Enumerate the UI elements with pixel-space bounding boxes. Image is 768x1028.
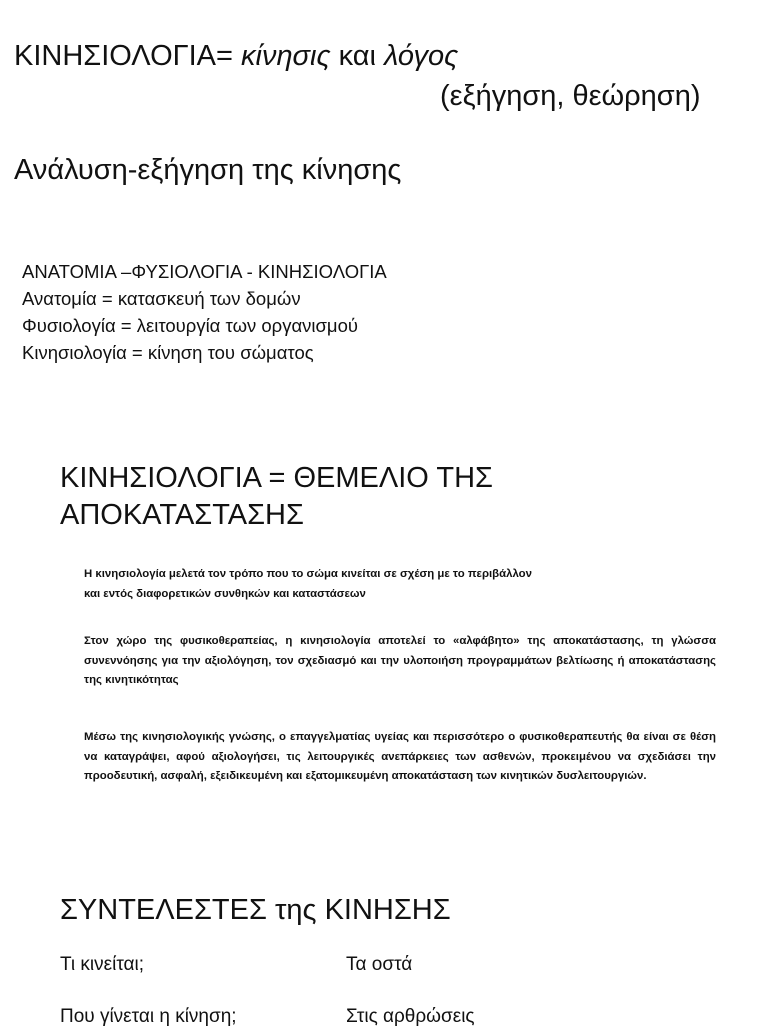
definitions-list bbox=[22, 258, 387, 366]
title-main: ΚΙΝΗΣΙΟΛΟΓΙΑ= bbox=[14, 40, 233, 72]
foundation-paragraph-1 bbox=[84, 565, 532, 604]
title-word-logos: λόγος bbox=[384, 40, 459, 72]
foundation-paragraph-2: Στον χώρο της φυσικοθεραπείας, η κινησιολογία αποτελεί το «αλφάβητο» της αποκατάστασης, τη γλώσσα συνεννόησης για την αξιολόγηση, τον σχεδιασμό και την υλοποιήση προγραμμάτων βελτίωσης ή αποκατάστασης της κινητικότητας bbox=[84, 635, 716, 686]
title-word-kinisis: κίνησις bbox=[241, 40, 331, 72]
paragraph-1-line-2: και εντός διαφορετικών συνθηκών και καταστάσεων bbox=[84, 587, 366, 600]
definition-anatomy: Ανατομία = κατασκευή των δομών bbox=[22, 288, 301, 309]
factor-question-2: Που γίνεται η κίνηση; bbox=[60, 1006, 237, 1027]
foundation-heading: ΚΙΝΗΣΙΟΛΟΓΙΑ = ΘΕΜΕΛΙΟ ΤΗΣ ΑΠΟΚΑΤΑΣΤΑΣΗΣ bbox=[60, 462, 493, 531]
definition-kinesiology: Κινησιολογία = κίνηση του σώματος bbox=[22, 342, 314, 363]
factor-answer-1: Τα οστά bbox=[346, 954, 413, 975]
factor-answer-2: Στις αρθρώσεις bbox=[346, 1006, 475, 1027]
page-title bbox=[14, 40, 458, 73]
paragraph-1-line-1: Η κινησιολογία μελετά τον τρόπο που το σώμα κινείται σε σχέση με το περιβάλλον bbox=[84, 568, 532, 580]
definition-physiology: Φυσιολογία = λειτουργία των οργανισμού bbox=[22, 315, 358, 336]
title-gloss: (εξήγηση, θεώρηση) bbox=[440, 80, 701, 112]
subtitle: Ανάλυση-εξήγηση της κίνησης bbox=[14, 154, 402, 186]
definitions-header: ΑΝΑΤΟΜΙΑ –ΦΥΣΙΟΛΟΓΙΑ - ΚΙΝΗΣΙΟΛΟΓΙΑ bbox=[22, 261, 387, 282]
title-conjunction: και bbox=[338, 40, 376, 72]
factors-heading: ΣΥΝΤΕΛΕΣΤΕΣ της ΚΙΝΗΣΗΣ bbox=[60, 894, 451, 926]
foundation-paragraph-3: Μέσω της κινησιολογικής γνώσης, ο επαγγελματίας υγείας και περισσότερο ο φυσικοθεραπευτής θα είναι σε θέση να καταγράψει, αφού αξιολογήσει, τις λειτουργικές ανεπάρκειες των ασθενών, προκειμένου να σχεδιάσει την προοδευτική, ασφαλή, εξειδικευμένη και εξατομικευμένη αποκατάσταση των κινητικών δυσλειτουργιών. bbox=[84, 731, 716, 782]
factor-question-1: Τι κινείται; bbox=[60, 954, 145, 975]
